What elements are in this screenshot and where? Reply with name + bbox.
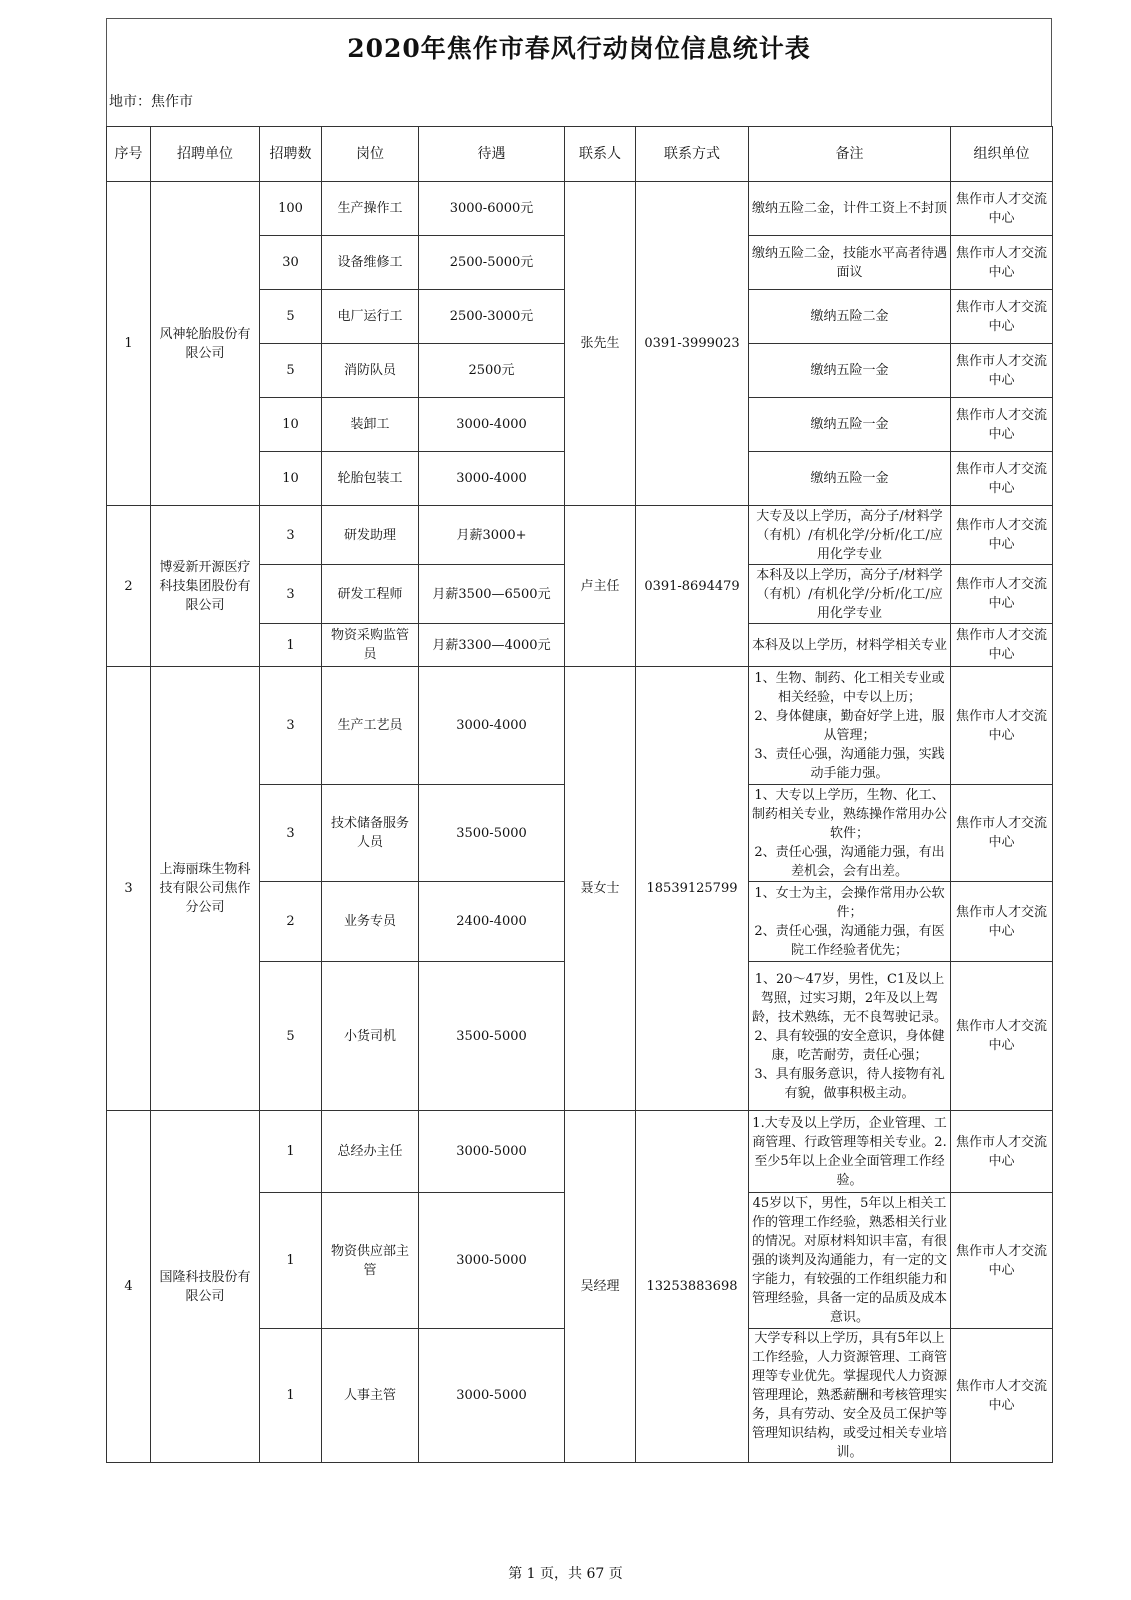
note-cell: 1.大专及以上学历，企业管理、工商管理、行政管理等相关专业。2.至少5年以上企业全面管理工作经验。 — [749, 1111, 951, 1193]
note-cell: 1、20～47岁，男性，C1及以上驾照，过实习期，2年及以上驾龄，技术熟练，无不良驾驶记录。 2、具有较强的安全意识，身体健康，吃苦耐劳，责任心强； 3、具有服务意识，待人接物有礼有貌，做事积极主动。 — [749, 962, 951, 1111]
org-cell: 焦作市人才交流中心 — [951, 506, 1053, 565]
position-cell: 物资采购监管员 — [322, 624, 419, 667]
note-cell: 大专及以上学历，高分子/材料学（有机）/有机化学/分析/化工/应用化学专业 — [749, 506, 951, 565]
title-area — [106, 18, 1052, 126]
header-seq: 序号 — [107, 127, 151, 182]
table-row — [107, 667, 1053, 785]
count-cell: 3 — [260, 785, 322, 882]
company-cell: 风神轮胎股份有限公司 — [151, 182, 260, 506]
page-title: 2020年焦作市春风行动岗位信息统计表 — [347, 34, 811, 63]
header-count: 招聘数 — [260, 127, 322, 182]
table-row — [107, 1111, 1053, 1193]
note-cell: 缴纳五险一金 — [749, 452, 951, 506]
count-cell: 1 — [260, 1329, 322, 1463]
header-row — [107, 127, 1053, 182]
seq-cell: 4 — [107, 1111, 151, 1463]
phone-cell: 13253883698 — [636, 1111, 749, 1463]
org-cell: 焦作市人才交流中心 — [951, 236, 1053, 290]
count-cell: 10 — [260, 398, 322, 452]
count-cell: 1 — [260, 1111, 322, 1193]
count-cell: 3 — [260, 565, 322, 624]
header-phone: 联系方式 — [636, 127, 749, 182]
pay-cell: 月薪3300—4000元 — [419, 624, 565, 667]
org-cell: 焦作市人才交流中心 — [951, 452, 1053, 506]
seq-cell: 3 — [107, 667, 151, 1111]
phone-cell: 0391-3999023 — [636, 182, 749, 506]
count-cell: 100 — [260, 182, 322, 236]
org-cell: 焦作市人才交流中心 — [951, 1193, 1053, 1329]
header-contact: 联系人 — [565, 127, 636, 182]
header-position: 岗位 — [322, 127, 419, 182]
note-cell: 缴纳五险二金，计件工资上不封顶 — [749, 182, 951, 236]
pay-cell: 2500-3000元 — [419, 290, 565, 344]
note-cell: 缴纳五险二金 — [749, 290, 951, 344]
position-cell: 生产操作工 — [322, 182, 419, 236]
org-cell: 焦作市人才交流中心 — [951, 1329, 1053, 1463]
header-company: 招聘单位 — [151, 127, 260, 182]
note-cell: 1、女士为主，会操作常用办公软件； 2、责任心强，沟通能力强，有医院工作经验者优先； — [749, 882, 951, 962]
phone-cell: 0391-8694479 — [636, 506, 749, 667]
pay-cell: 3000-5000 — [419, 1193, 565, 1329]
position-cell: 消防队员 — [322, 344, 419, 398]
note-cell: 1、生物、制药、化工相关专业或相关经验，中专以上历； 2、身体健康，勤奋好学上进，服从管理； 3、责任心强，沟通能力强，实践动手能力强。 — [749, 667, 951, 785]
contact-cell: 卢主任 — [565, 506, 636, 667]
pay-cell: 3000-6000元 — [419, 182, 565, 236]
pay-cell: 3500-5000 — [419, 785, 565, 882]
org-cell: 焦作市人才交流中心 — [951, 624, 1053, 667]
company-cell: 博爱新开源医疗科技集团股份有限公司 — [151, 506, 260, 667]
org-cell: 焦作市人才交流中心 — [951, 344, 1053, 398]
count-cell: 30 — [260, 236, 322, 290]
position-cell: 轮胎包装工 — [322, 452, 419, 506]
position-cell: 技术储备服务人员 — [322, 785, 419, 882]
note-cell: 45岁以下，男性，5年以上相关工作的管理工作经验，熟悉相关行业的情况。对原材料知识丰富，有很强的谈判及沟通能力，有一定的文字能力，有较强的工作组织能力和管理经验，具备一定的品质及成本意识。 — [749, 1193, 951, 1329]
count-cell: 5 — [260, 962, 322, 1111]
org-cell: 焦作市人才交流中心 — [951, 667, 1053, 785]
seq-cell: 2 — [107, 506, 151, 667]
header-note: 备注 — [749, 127, 951, 182]
org-cell: 焦作市人才交流中心 — [951, 962, 1053, 1111]
pay-cell: 月薪3000+ — [419, 506, 565, 565]
position-cell: 物资供应部主管 — [322, 1193, 419, 1329]
position-cell: 业务专员 — [322, 882, 419, 962]
count-cell: 2 — [260, 882, 322, 962]
job-table — [106, 126, 1053, 1463]
page-footer: 第 1 页，共 67 页 — [508, 1566, 623, 1582]
note-cell: 本科及以上学历，材料学相关专业 — [749, 624, 951, 667]
org-cell: 焦作市人才交流中心 — [951, 182, 1053, 236]
org-cell: 焦作市人才交流中心 — [951, 1111, 1053, 1193]
pay-cell: 3000-5000 — [419, 1329, 565, 1463]
contact-cell: 聂女士 — [565, 667, 636, 1111]
phone-cell: 18539125799 — [636, 667, 749, 1111]
pay-cell: 3000-4000 — [419, 452, 565, 506]
position-cell: 人事主管 — [322, 1329, 419, 1463]
pay-cell: 3000-4000 — [419, 667, 565, 785]
seq-cell: 1 — [107, 182, 151, 506]
pay-cell: 3000-5000 — [419, 1111, 565, 1193]
pay-cell: 2400-4000 — [419, 882, 565, 962]
position-cell: 小货司机 — [322, 962, 419, 1111]
count-cell: 3 — [260, 506, 322, 565]
header-org: 组织单位 — [951, 127, 1053, 182]
count-cell: 3 — [260, 667, 322, 785]
pay-cell: 2500元 — [419, 344, 565, 398]
table-row — [107, 506, 1053, 565]
note-cell: 大学专科以上学历，具有5年以上工作经验，人力资源管理、工商管理等专业优先。掌握现代人力资源管理理论，熟悉薪酬和考核管理实务，具有劳动、安全及员工保护等管理知识结构，或受过相关专业培训。 — [749, 1329, 951, 1463]
position-cell: 生产工艺员 — [322, 667, 419, 785]
pay-cell: 月薪3500—6500元 — [419, 565, 565, 624]
count-cell: 10 — [260, 452, 322, 506]
count-cell: 5 — [260, 344, 322, 398]
position-cell: 电厂运行工 — [322, 290, 419, 344]
contact-cell: 吴经理 — [565, 1111, 636, 1463]
header-pay: 待遇 — [419, 127, 565, 182]
count-cell: 1 — [260, 624, 322, 667]
contact-cell: 张先生 — [565, 182, 636, 506]
pay-cell: 3500-5000 — [419, 962, 565, 1111]
company-cell: 上海丽珠生物科技有限公司焦作分公司 — [151, 667, 260, 1111]
note-cell: 缴纳五险一金 — [749, 344, 951, 398]
pay-cell: 2500-5000元 — [419, 236, 565, 290]
count-cell: 5 — [260, 290, 322, 344]
pay-cell: 3000-4000 — [419, 398, 565, 452]
position-cell: 总经办主任 — [322, 1111, 419, 1193]
company-cell: 国隆科技股份有限公司 — [151, 1111, 260, 1463]
position-cell: 研发工程师 — [322, 565, 419, 624]
org-cell: 焦作市人才交流中心 — [951, 785, 1053, 882]
org-cell: 焦作市人才交流中心 — [951, 398, 1053, 452]
position-cell: 研发助理 — [322, 506, 419, 565]
org-cell: 焦作市人才交流中心 — [951, 882, 1053, 962]
count-cell: 1 — [260, 1193, 322, 1329]
org-cell: 焦作市人才交流中心 — [951, 290, 1053, 344]
note-cell: 缴纳五险二金，技能水平高者待遇面议 — [749, 236, 951, 290]
position-cell: 装卸工 — [322, 398, 419, 452]
note-cell: 1、大专以上学历，生物、化工、制药相关专业，熟练操作常用办公软件； 2、责任心强，沟通能力强，有出差机会，会有出差。 — [749, 785, 951, 882]
table-row — [107, 182, 1053, 236]
note-cell: 缴纳五险一金 — [749, 398, 951, 452]
position-cell: 设备维修工 — [322, 236, 419, 290]
note-cell: 本科及以上学历，高分子/材料学（有机）/有机化学/分析/化工/应用化学专业 — [749, 565, 951, 624]
org-cell: 焦作市人才交流中心 — [951, 565, 1053, 624]
region-label: 地市：焦作市 — [109, 94, 193, 110]
